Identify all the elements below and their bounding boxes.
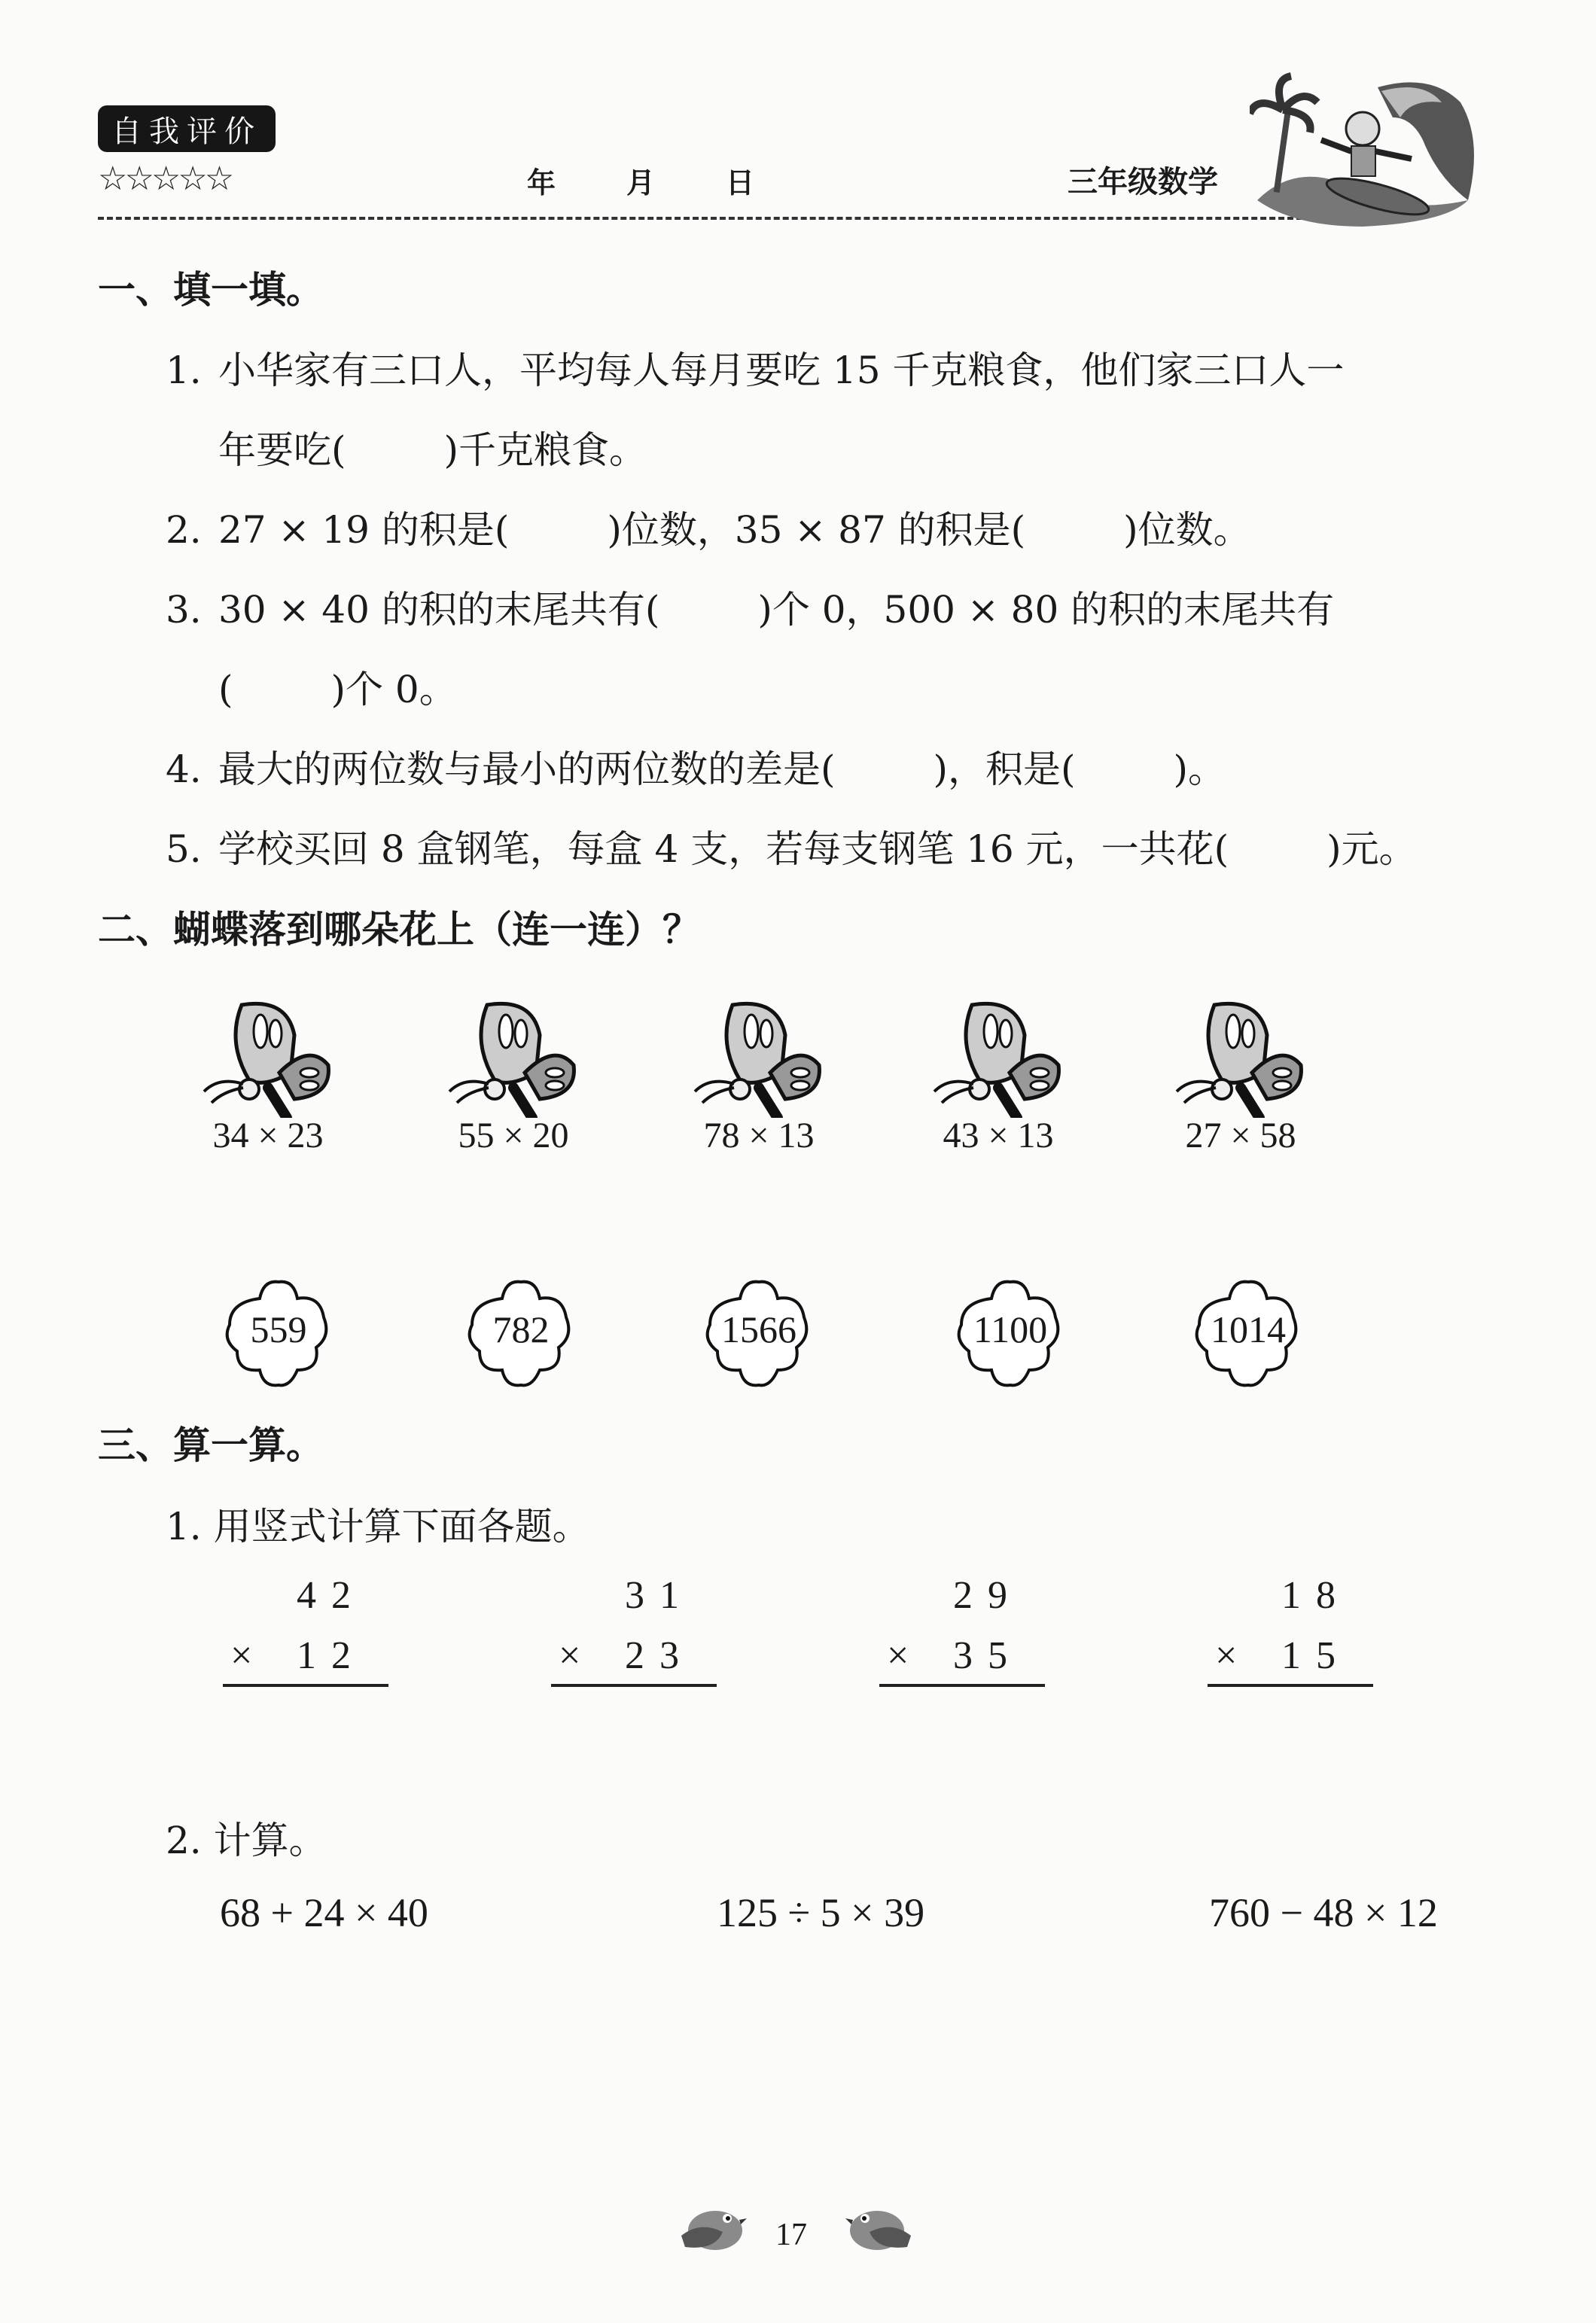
vertical-multiplication[interactable] xyxy=(223,1573,388,1687)
question-number: 1. xyxy=(166,349,202,392)
butterfly-card[interactable] xyxy=(923,997,1074,1156)
surfer-illustration-icon xyxy=(1250,72,1483,230)
multiplicand: 42 xyxy=(297,1574,366,1617)
question-1-continued xyxy=(218,420,647,474)
question-1 xyxy=(166,340,1344,394)
expression[interactable]: 68 + 24 × 40 xyxy=(220,1890,428,1935)
butterfly-icon xyxy=(196,997,340,1118)
operator: × xyxy=(559,1634,596,1677)
expression[interactable]: 125 ÷ 5 × 39 xyxy=(717,1890,925,1935)
butterfly-icon xyxy=(442,997,585,1118)
question-3 xyxy=(166,580,1334,634)
multiplicand: 18 xyxy=(1281,1574,1351,1617)
butterfly-card[interactable] xyxy=(1165,997,1316,1156)
flower-value: 782 xyxy=(492,1308,550,1350)
question-text: 学校买回 8 盒钢笔，每盒 4 支，若每支钢笔 16 元，一共花( xyxy=(218,827,1229,871)
question-text: )。 xyxy=(1173,747,1226,791)
operator: × xyxy=(887,1634,924,1677)
question-5 xyxy=(166,819,1417,873)
grade-subject-title: 三年级数学 xyxy=(1068,165,1218,199)
section-3-title: 三、算一算。 xyxy=(98,1423,324,1467)
vertical-multiplication[interactable] xyxy=(1208,1573,1373,1687)
flower-value: 1100 xyxy=(973,1308,1048,1350)
date-month-label: 月 xyxy=(626,166,656,199)
question-text: )位数，35 × 87 的积是( xyxy=(607,508,1026,552)
question-text: )个 0，500 × 80 的积的末尾共有 xyxy=(757,588,1335,632)
part-2-label: 2. 计算。 xyxy=(166,1819,327,1862)
flower-target[interactable] xyxy=(1188,1276,1308,1389)
flower-value: 1566 xyxy=(721,1308,796,1350)
question-2 xyxy=(166,500,1251,554)
flower-target[interactable] xyxy=(950,1276,1071,1389)
butterfly-card[interactable] xyxy=(684,997,834,1156)
question-text: 最大的两位数与最小的两位数的差是( xyxy=(218,747,836,791)
question-text: 小华家有三口人，平均每人每月要吃 15 千克粮食，他们家三口人一 xyxy=(218,349,1345,392)
flower-value: 559 xyxy=(250,1308,307,1350)
section-2-title: 二、蝴蝶落到哪朵花上（连一连）？ xyxy=(98,908,700,951)
multiplier: 15 xyxy=(1281,1634,1351,1677)
question-text: ( xyxy=(218,668,233,711)
butterfly-card[interactable] xyxy=(438,997,589,1156)
self-evaluation-badge: 自我评价 xyxy=(98,105,276,152)
question-number: 5. xyxy=(166,827,202,871)
page-number: 17 xyxy=(775,2218,807,2252)
butterfly-expression: 43 × 13 xyxy=(943,1116,1054,1155)
flower-value: 1014 xyxy=(1211,1308,1286,1350)
operator: × xyxy=(230,1634,268,1677)
question-3-continued xyxy=(218,659,457,714)
date-year-label: 年 xyxy=(527,166,556,199)
rating-stars[interactable]: ☆☆☆☆☆ xyxy=(98,160,232,198)
question-text: 27 × 19 的积是( xyxy=(218,508,510,552)
butterfly-icon xyxy=(927,997,1070,1118)
question-text: )千克粮食。 xyxy=(443,428,647,472)
operator: × xyxy=(1215,1634,1253,1677)
question-text: 年要吃( xyxy=(218,428,346,472)
question-text: )位数。 xyxy=(1123,508,1251,552)
question-text: 30 × 40 的积的末尾共有( xyxy=(218,588,660,632)
butterfly-card[interactable] xyxy=(193,997,343,1156)
question-text: )，积是( xyxy=(933,747,1076,791)
question-4 xyxy=(166,739,1226,793)
butterfly-expression: 34 × 23 xyxy=(212,1116,324,1155)
vertical-multiplication[interactable] xyxy=(879,1573,1045,1687)
part-1-label: 1. 用竖式计算下面各题。 xyxy=(166,1505,590,1548)
flower-target[interactable] xyxy=(218,1276,339,1389)
bird-icon xyxy=(678,2202,753,2254)
question-number: 2. xyxy=(166,508,202,552)
butterfly-expression: 78 × 13 xyxy=(703,1116,815,1155)
bird-icon xyxy=(839,2202,915,2254)
flower-target[interactable] xyxy=(461,1276,581,1389)
section-1-title: 一、填一填。 xyxy=(98,268,324,312)
date-day-label: 日 xyxy=(726,166,755,199)
question-text: )个 0。 xyxy=(330,668,457,711)
butterfly-expression: 27 × 58 xyxy=(1185,1116,1296,1155)
question-number: 3. xyxy=(166,588,202,632)
multiplicand: 31 xyxy=(625,1574,694,1617)
multiplicand: 29 xyxy=(953,1574,1022,1617)
question-text: )元。 xyxy=(1326,827,1417,871)
question-number: 4. xyxy=(166,747,202,791)
multiplier: 35 xyxy=(953,1634,1022,1677)
flower-target[interactable] xyxy=(699,1276,819,1389)
butterfly-icon xyxy=(1169,997,1312,1118)
multiplier: 23 xyxy=(625,1634,694,1677)
expression[interactable]: 760 − 48 × 12 xyxy=(1209,1890,1438,1935)
multiplier: 12 xyxy=(297,1634,366,1677)
header-divider xyxy=(98,217,1302,220)
butterfly-icon xyxy=(687,997,830,1118)
vertical-multiplication[interactable] xyxy=(551,1573,717,1687)
butterfly-expression: 55 × 20 xyxy=(458,1116,569,1155)
